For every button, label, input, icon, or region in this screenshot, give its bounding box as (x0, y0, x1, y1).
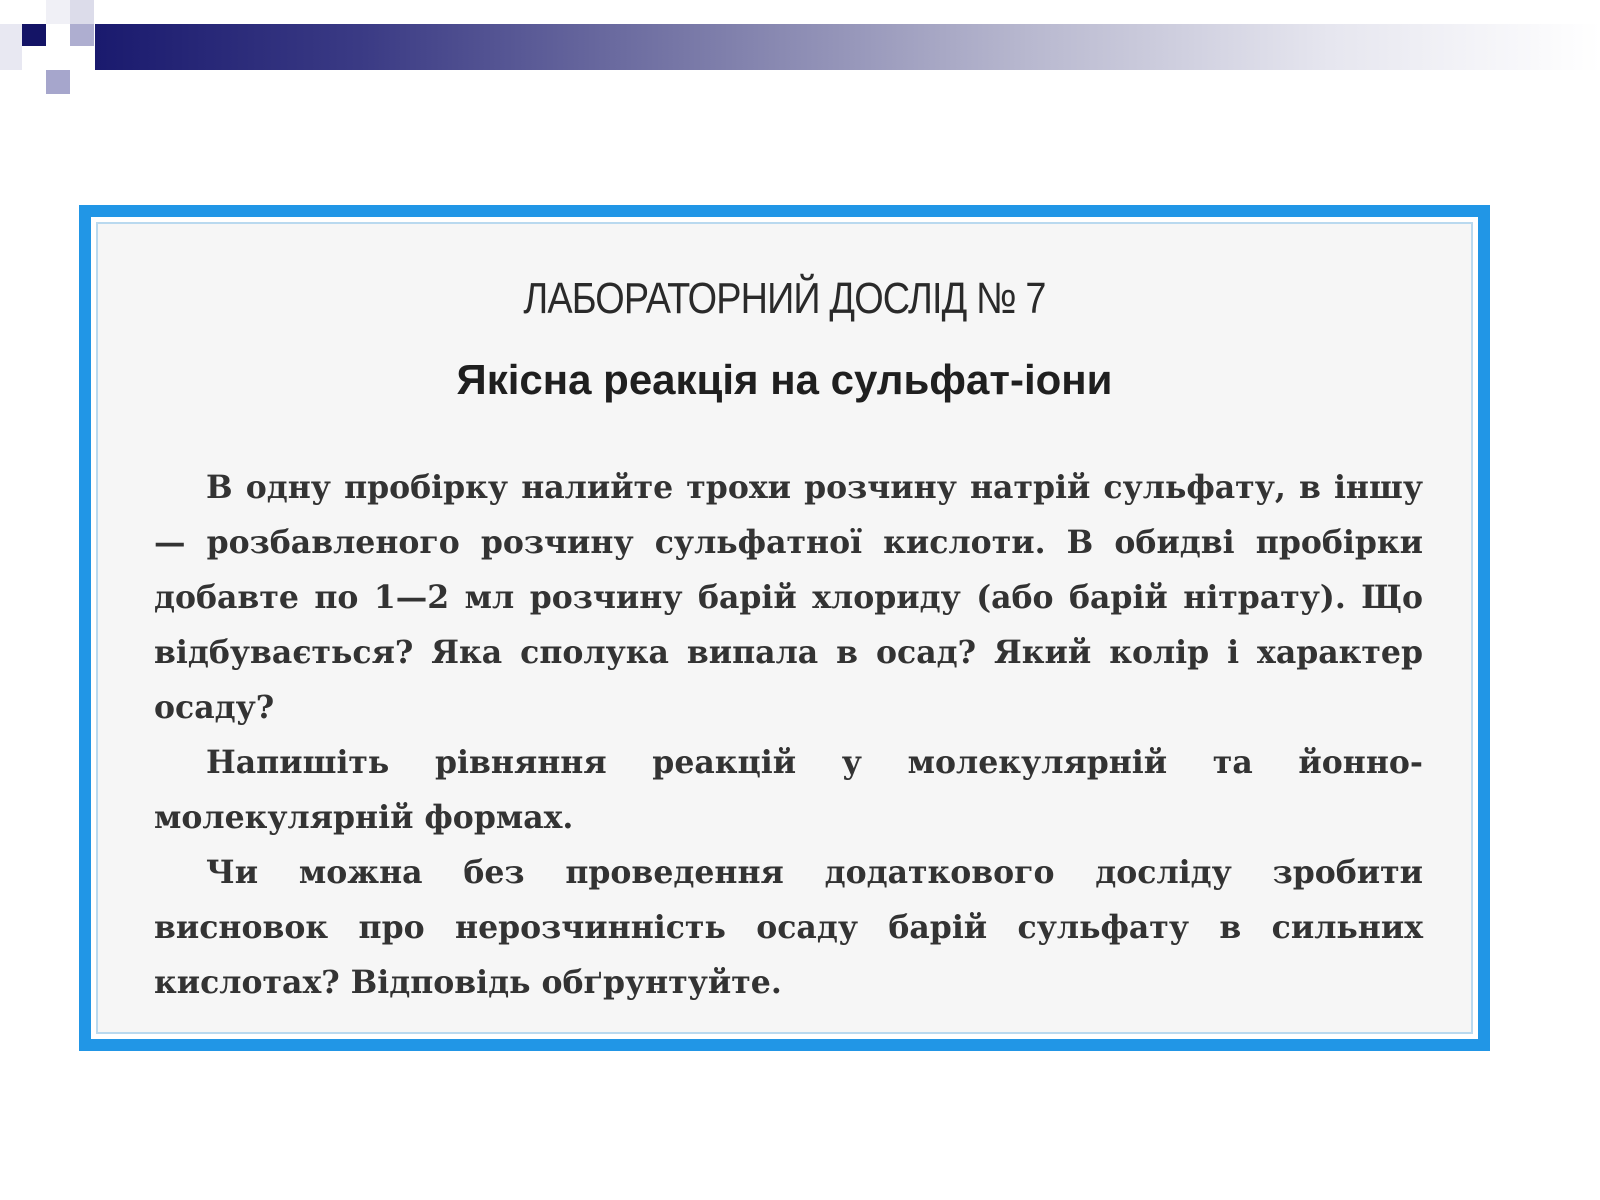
decor-square (70, 24, 94, 46)
document-title: ЛАБОРАТОРНИЙ ДОСЛІД № 7 (523, 274, 1046, 323)
paragraph: Чи можна без проведення додаткового досліду зробити висновок про нерозчинність осаду барій сульфату в сильних кислотах? Відповідь обґрунтуйте. (154, 854, 1423, 1001)
decor-square (46, 46, 70, 70)
decor-square (46, 0, 70, 24)
document-card (96, 222, 1473, 1034)
decor-square (0, 0, 22, 22)
paragraph: В одну пробірку налийте трохи розчину натрій сульфату, в іншу — розбавленого розчину сульфатної кислоти. В обидві пробірки добавте по 1—2 мл розчину барій хлориду (або барій нітрату). Що відбувається? Яка сполука випала в осад? Який колір і характер осаду? (154, 469, 1423, 726)
document-body (154, 460, 1423, 1010)
header-gradient-bar (95, 24, 1600, 70)
decor-square (70, 0, 94, 24)
decor-square (46, 70, 70, 94)
decor-square (0, 24, 22, 70)
document-subtitle: Якісна реакція на сульфат-іони (456, 356, 1113, 403)
decor-square (22, 24, 46, 46)
paragraph: Напишіть рівняння реакцій у молекулярній та йонно-молекулярній формах. (154, 744, 1423, 836)
document-frame (79, 205, 1490, 1051)
